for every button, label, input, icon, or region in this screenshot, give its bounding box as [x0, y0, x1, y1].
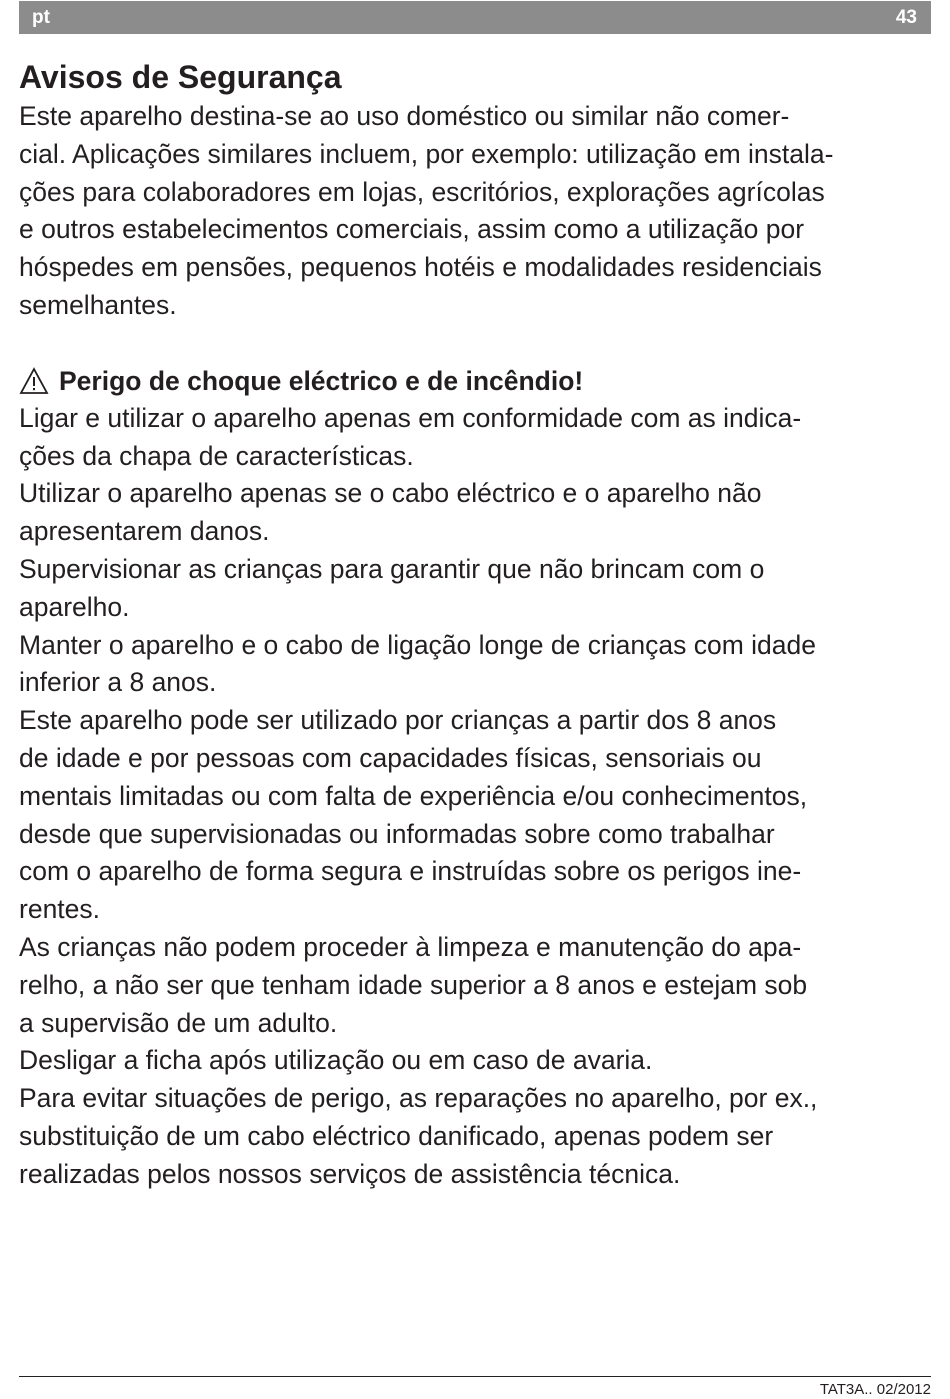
page-header: [19, 1, 931, 34]
text-line: semelhantes.: [19, 289, 177, 320]
warning-heading: [19, 362, 934, 400]
footer-divider: [19, 1376, 931, 1377]
text-line: desde que supervisionadas ou informadas sobre como trabalhar: [19, 818, 775, 849]
intro-paragraph: [19, 98, 934, 325]
text-line: cial. Aplicações similares incluem, por exemplo: utilização em instala-: [19, 138, 834, 169]
text-line: e outros estabelecimentos comerciais, assim como a utilização por: [19, 214, 805, 245]
text-line: com o aparelho de forma segura e instruídas sobre os perigos ine-: [19, 856, 802, 887]
text-line: Ligar e utilizar o aparelho apenas em conformidade com as indica-: [19, 402, 802, 433]
text-line: ções da chapa de características.: [19, 440, 414, 471]
text-line: Para evitar situações de perigo, as reparações no aparelho, por ex.,: [19, 1083, 818, 1114]
text-line: Supervisionar as crianças para garantir que não brincam com o: [19, 553, 765, 584]
text-line: aparelho.: [19, 591, 130, 622]
document-code: TAT3A.. 02/2012: [819, 1381, 931, 1398]
language-code: pt: [32, 7, 50, 28]
text-line: Manter o aparelho e o cabo de ligação longe de crianças com idade: [19, 629, 816, 660]
text-line: mentais limitadas ou com falta de experiência e/ou conhecimentos,: [19, 780, 808, 811]
text-line: ções para colaboradores em lojas, escritórios, explorações agrícolas: [19, 176, 825, 207]
text-line: As crianças não podem proceder à limpeza e manutenção do apa-: [19, 931, 802, 962]
page-number: 43: [895, 7, 917, 28]
warning-body: [19, 400, 934, 1194]
text-line: Desligar a ficha após utilização ou em caso de avaria.: [19, 1045, 653, 1076]
warning-heading-text: Perigo de choque eléctrico e de incêndio!: [59, 365, 584, 396]
text-line: hóspedes em pensões, pequenos hotéis e modalidades residenciais: [19, 252, 822, 283]
page-content: [19, 56, 934, 1194]
text-line: realizadas pelos nossos serviços de assistência técnica.: [19, 1158, 681, 1189]
page-title: Avisos de Segurança: [19, 59, 342, 95]
section-spacer: [19, 325, 934, 362]
warning-triangle-icon: [19, 367, 49, 395]
text-line: de idade e por pessoas com capacidades físicas, sensoriais ou: [19, 742, 762, 773]
text-line: substituição de um cabo eléctrico danificado, apenas podem ser: [19, 1120, 774, 1151]
text-line: Este aparelho destina-se ao uso doméstico ou similar não comer-: [19, 101, 790, 131]
text-line: inferior a 8 anos.: [19, 667, 217, 698]
text-line: apresentarem danos.: [19, 516, 270, 547]
text-line: Utilizar o aparelho apenas se o cabo eléctrico e o aparelho não: [19, 478, 762, 509]
text-line: relho, a não ser que tenham idade superior a 8 anos e estejam sob: [19, 969, 808, 1000]
text-line: a supervisão de um adulto.: [19, 1007, 338, 1038]
text-line: rentes.: [19, 894, 101, 925]
text-line: Este aparelho pode ser utilizado por crianças a partir dos 8 anos: [19, 705, 777, 736]
